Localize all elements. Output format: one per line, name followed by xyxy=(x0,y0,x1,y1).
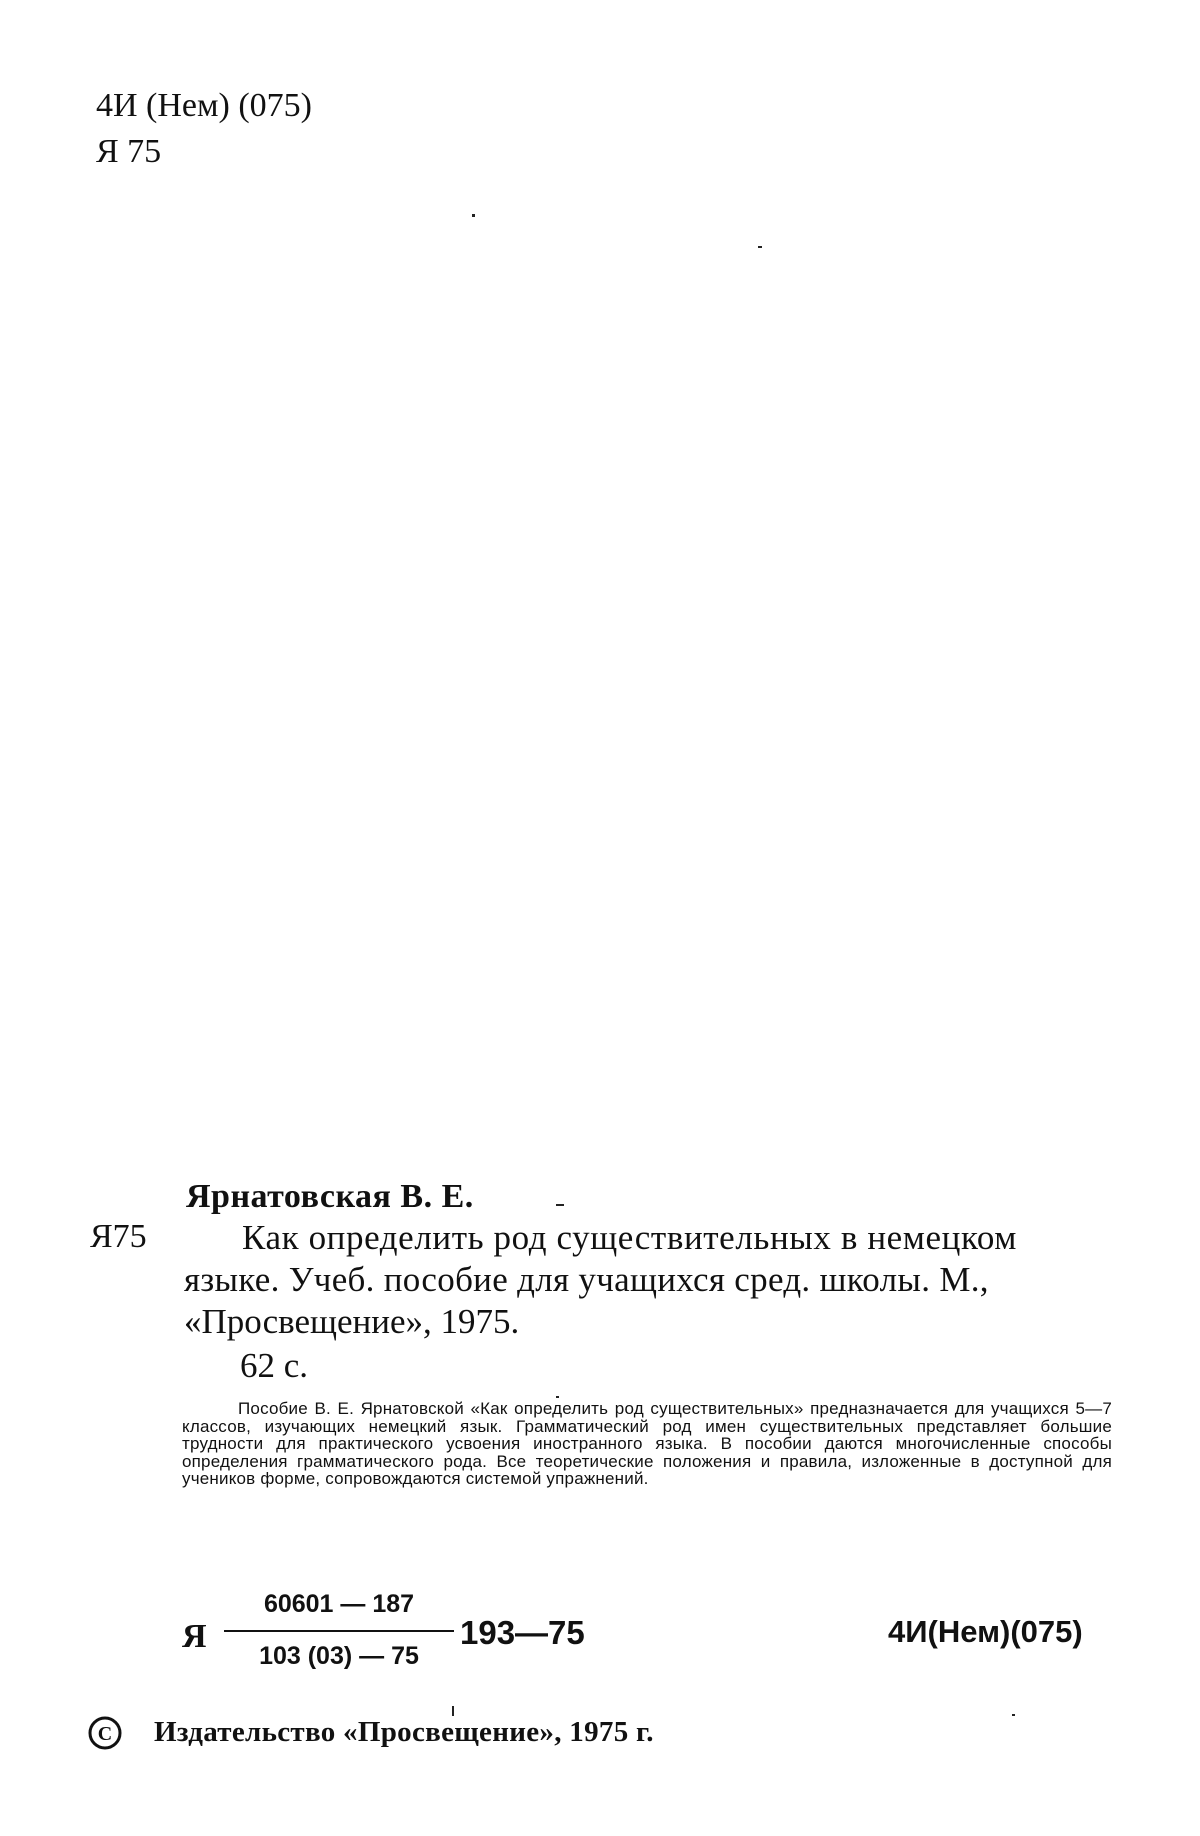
catalog-udc-line: 4И (Нем) (075) xyxy=(96,87,313,124)
speck xyxy=(452,1706,454,1716)
index-numerator: 60601 — 187 xyxy=(263,1590,415,1618)
copyright-symbol: C xyxy=(97,1723,113,1745)
card-pages: 62 с. xyxy=(240,1346,309,1385)
index-fraction xyxy=(224,1590,454,1690)
index-right-code: 4И(Нем)(075) xyxy=(888,1614,1083,1649)
speck xyxy=(758,246,762,248)
card-title-line-2: языке. Учеб. пособие для учащихся сред. школы. М., xyxy=(184,1260,989,1299)
card-shelf-code: Я75 xyxy=(90,1218,147,1255)
publisher-line: Издательство «Просвещение», 1975 г. xyxy=(154,1716,654,1748)
speck xyxy=(472,214,475,217)
card-author: Ярнатовская В. Е. xyxy=(186,1178,474,1215)
card-title-line-3: «Просвещение», 1975. xyxy=(184,1302,520,1341)
catalog-shelf-line: Я 75 xyxy=(96,133,162,170)
fraction-bar xyxy=(224,1630,454,1632)
copyright-icon xyxy=(88,1716,122,1750)
index-suffix: 193—75 xyxy=(460,1614,585,1651)
speck xyxy=(556,1204,564,1206)
card-annotation: Пособие В. Е. Ярнатовской «Как определить род существительных» предназначается для учащихся 5—7 классов, изучающих немецкий язык. Грамматический род имен существительных представляет большие трудности для практического усвоения иностранного языка. В пособии даются многочисленные способы определения грамматического рода. Все теоретические положения и правила, изложенные в доступной для учеников форме, сопровождаются системой упражнений. xyxy=(182,1399,1112,1488)
index-letter: Я xyxy=(182,1618,207,1655)
index-denominator: 103 (03) — 75 xyxy=(259,1642,419,1670)
speck xyxy=(556,1396,559,1398)
card-title-line-1: Как определить род существительных в немецком xyxy=(242,1218,1018,1257)
speck xyxy=(1012,1714,1015,1716)
